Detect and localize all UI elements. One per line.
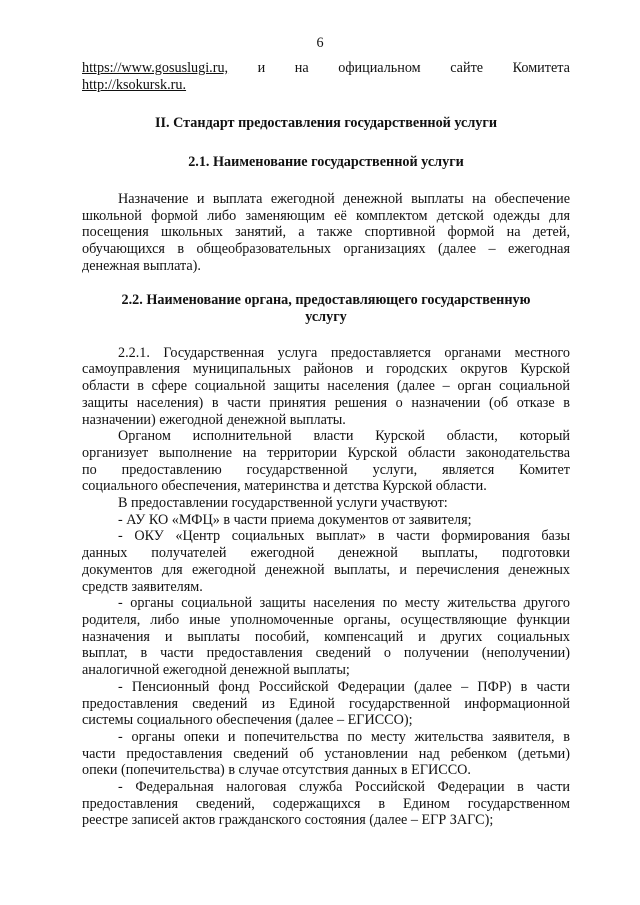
text-line: родителя, либо иные уполномоченные органы, осуществляющие функции [82,611,570,628]
text-line: организует выполнение на территории Курской области законодательства [82,444,570,461]
text-line: социального обеспечения, материнства и детства Курской области. [82,478,487,495]
text-line: 2.2.1. Государственная услуга предоставляется органами местного [118,344,570,361]
intro-word: на [294,60,309,76]
text-line: обучающихся в общеобразовательных организациях (далее – ежегодная [82,240,570,257]
intro-word: официальном [338,60,421,76]
text-line: - АУ КО «МФЦ» в части приема документов от заявителя; [118,511,472,528]
text-line: посещения школьных занятий, а также спортивной формой на детей, [82,224,570,241]
text-line: средств заявителям. [82,578,203,595]
subsection-2-1-title: 2.1. Наименование государственной услуги [188,154,464,171]
text-line: назначении) ежегодной денежной выплаты. [82,411,346,428]
text-line: - Федеральная налоговая служба Российской Федерации в части [118,779,570,796]
intro-word: сайте [450,60,484,76]
text-line: - Пенсионный фонд Российской Федерации (далее – ПФР) в части [118,678,570,695]
gosuslugi-link[interactable]: https://www.gosuslugi.ru, [82,60,229,76]
text-line: В предоставлении государственной услуги участвуют: [118,495,448,512]
text-line: школьной формой либо заменяющим её комплектом детской одежды для [82,207,570,224]
text-line: денежная выплата). [82,257,201,274]
intro-line [82,60,570,77]
text-line: назначения и выплаты пособий, компенсаций и других социальных [82,628,570,645]
subsection-2-2-text [82,345,570,829]
text-line: защиты населения) в части принятия решения о назначении (об отказе в [82,394,570,411]
ksokursk-link[interactable]: http://ksokursk.ru. [82,76,187,93]
title-line: услугу [305,309,347,326]
text-line: по предоставлению государственной услуги, является Комитет [82,461,570,478]
page-content [82,60,570,829]
text-line: системы социального обеспечения (далее – ЕГИССО); [82,712,413,729]
text-line: предоставления сведений из Единой государственной информационной [82,695,570,712]
text-line: реестре записей актов гражданского состояния (далее – ЕГР ЗАГС); [82,812,494,829]
page-number: 6 [316,35,324,51]
subsection-2-2-title [82,292,570,325]
intro-word: и [257,60,266,76]
text-line: документов для ежегодной денежной выплаты, и перечисления денежных [82,561,570,578]
text-line: выплат, в части предоставления сведений о получении (неполучении) [82,645,570,662]
text-line: области в сфере социальной защиты населения (далее – орган социальной [82,378,570,395]
text-line: - ОКУ «Центр социальных выплат» в части формирования базы [118,528,570,545]
text-line: опеки (попечительства) в случае отсутствия данных в ЕГИССО. [82,762,471,779]
text-line: Назначение и выплата ежегодной денежной выплаты на обеспечение [118,190,570,207]
text-line: части предоставления сведений об установлении над ребенком (детьми) [82,745,570,762]
text-line: самоуправления муниципальных районов и городских округов Курской [82,361,570,378]
text-line: - органы опеки и попечительства по месту жительства заявителя, в [118,728,570,745]
text-line: данных получателей ежегодной денежной выплаты, подготовки [82,545,570,562]
intro-word: Комитета [512,60,570,76]
intro-line-2 [82,77,570,94]
title-line: 2.2. Наименование органа, предоставляющего государственную [121,292,531,309]
text-line: - органы социальной защиты населения по месту жительства другого [118,595,570,612]
section-title: II. Стандарт предоставления государственной услуги [154,115,498,132]
text-line: аналогичной ежегодной денежной выплаты; [82,662,350,679]
text-line: Органом исполнительной власти Курской области, который [118,428,570,445]
text-line: предоставления сведений, содержащихся в Едином государственном [82,795,570,812]
subsection-2-1-text [82,191,570,275]
